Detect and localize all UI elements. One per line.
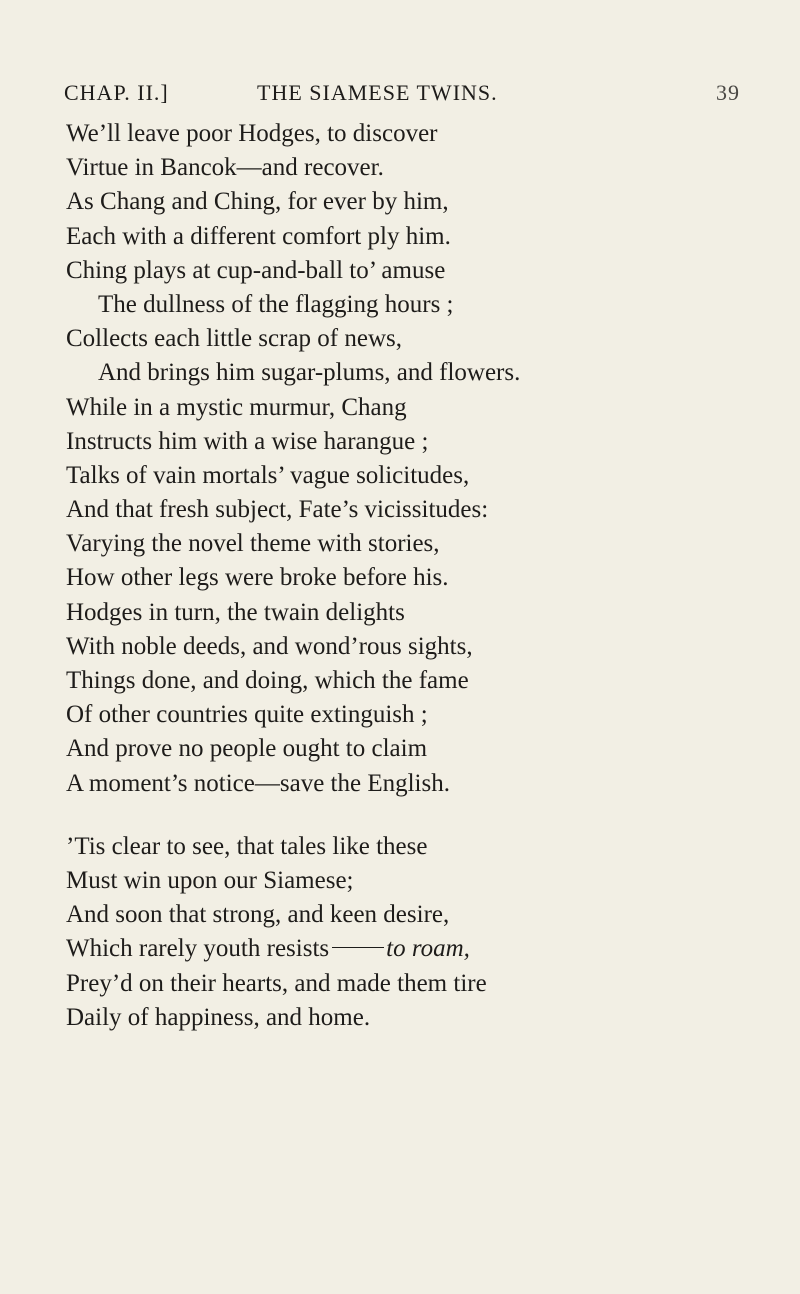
poem-line: Instructs him with a wise harangue ;: [66, 427, 429, 455]
poem-line: The dullness of the flagging hours ;: [98, 290, 454, 318]
poem-line: Collects each little scrap of news,: [66, 325, 402, 353]
running-header: [64, 80, 740, 110]
poem-line: [0, 932, 800, 966]
poem-line: Virtue in Bancok—and recover.: [66, 154, 384, 182]
poem-line-text: Which rarely youth resists: [66, 935, 330, 963]
poem-line: Ching plays at cup-and-ball to’ amuse: [66, 256, 446, 284]
poem-line: While in a mystic murmur, Chang: [66, 393, 407, 421]
poem-line: Things done, and doing, which the fame: [66, 667, 469, 694]
italic-phrase: to roam,: [386, 935, 470, 963]
chapter-label: CHAP. II.]: [64, 80, 169, 105]
poem-line: How other legs were broke before his.: [66, 564, 449, 592]
poem-line: With noble deeds, and wond’rous sights,: [66, 632, 473, 660]
stanza-1: [0, 117, 800, 801]
poem-line: A moment’s notice—save the English.: [66, 769, 450, 797]
poem-line: And brings him sugar-plums, and flowers.: [98, 359, 521, 387]
poem-line: We’ll leave poor Hodges, to discover: [66, 120, 438, 147]
poem-line: Daily of happiness, and home.: [66, 1003, 371, 1031]
poem-line: Talks of vain mortals’ vague solicitudes,: [66, 461, 470, 489]
stanza-2: [0, 830, 800, 1035]
running-title: THE SIAMESE TWINS.: [257, 80, 498, 105]
poem-line: And soon that strong, and keen desire,: [66, 901, 450, 929]
poem-line: And that fresh subject, Fate’s vicissitudes:: [66, 496, 489, 524]
poem-line: Varying the novel theme with stories,: [66, 530, 440, 558]
poem-line: As Chang and Ching, for ever by him,: [66, 188, 449, 216]
poem-line: Each with a different comfort ply him.: [66, 222, 451, 250]
poem-line: Hodges in turn, the twain delights: [66, 598, 405, 626]
page-number: 39: [716, 80, 740, 105]
poem-line: And prove no people ought to claim: [66, 735, 428, 763]
poem: [0, 117, 800, 1035]
poem-line: Prey’d on their hearts, and made them tire: [66, 969, 487, 997]
poem-line: ’Tis clear to see, that tales like these: [66, 832, 428, 860]
poem-line: Of other countries quite extinguish ;: [66, 701, 428, 729]
em-dash-rule: [332, 947, 384, 948]
poem-line: Must win upon our Siamese;: [66, 866, 354, 894]
